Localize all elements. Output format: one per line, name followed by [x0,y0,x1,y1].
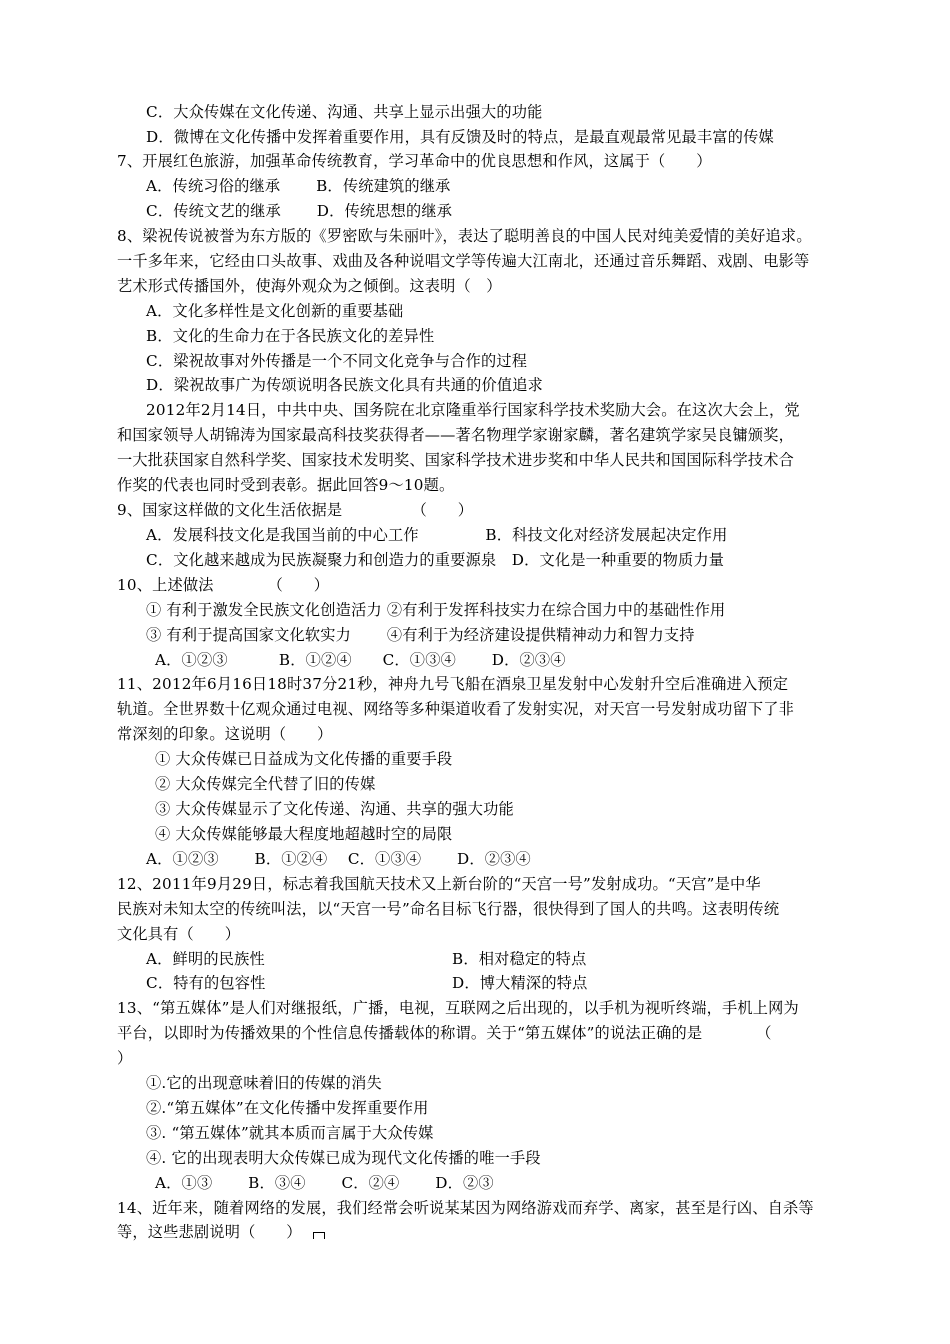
q8-option-d: D．梁祝故事广为传颂说明各民族文化具有共通的价值追求 [146,376,544,394]
q14-stem-line-2: 等，这些悲剧说明（ ） [117,1223,302,1241]
q9-options-ab: A．发展科技文化是我国当前的中心工作 B．科技文化对经济发展起决定作用 [146,526,728,544]
q8-option-b: B．文化的生命力在于各民族文化的差异性 [146,327,435,345]
q10-statements-12: ① 有利于激发全民族文化创造活力 ②有利于发挥科技实力在综合国力中的基础性作用 [146,601,726,619]
q7-options-ab: A．传统习俗的继承 B．传统建筑的继承 [146,177,451,195]
q10-options: A．①②③ B．①②④ C．①③④ D．②③④ [155,651,566,669]
q11-stem-line-2: 轨道。全世界数十亿观众通过电视、网络等多种渠道收看了发射实况，对天宫一号发射成功留下了非 [117,700,795,718]
q13-statement-1: ①.它的出现意味着旧的传媒的消失 [146,1074,382,1092]
q11-stem-line-3: 常深刻的印象。这说明（ ） [117,725,333,743]
q12-stem-line-1: 12、2011年9月29日，标志着我国航天技术又上新台阶的“天宫一号”发射成功。“天宫”是中华 [117,875,761,893]
passage-line-3: 一大批获国家自然科学奖、国家技术发明奖、国家科学技术进步奖和中华人民共和国国际科学技术合 [117,451,795,469]
passage-line-2: 和国家领导人胡锦涛为国家最高科技奖获得者——著名物理学家谢家麟，著名建筑学家吴良镛颁奖， [117,426,795,444]
q12-option-d: D．博大精深的特点 [452,974,588,992]
q11-statement-3: ③ 大众传媒显示了文化传递、沟通、共享的强大功能 [155,800,514,818]
q9-stem: 9、国家这样做的文化生活依据是 （ ） [117,501,474,519]
q13-stem-line-3: ） [117,1049,133,1067]
q10-stem: 10、上述做法 （ ） [117,576,330,594]
stray-mark [313,1232,325,1239]
passage-line-4: 作奖的代表也同时受到表彰。据此回答9～10题。 [117,476,455,494]
q8-stem-line-2: 一千多年来，它经由口头故事、戏曲及各种说唱文学等传遍大江南北，还通过音乐舞蹈、戏剧、电影等 [117,252,810,270]
q14-stem-line-1: 14、近年来，随着网络的发展，我们经常会听说某某因为网络游戏而弃学、离家，甚至是行凶、自杀等 [117,1199,814,1217]
q13-statement-3: ③. “第五媒体”就其本质而言属于大众传媒 [146,1124,434,1142]
q11-options: A．①②③ B．①②④ C．①③④ D．②③④ [146,850,531,868]
q13-stem-line-2: 平台，以即时为传播效果的个性信息传播载体的称谓。关于“第五媒体”的说法正确的是 （ [117,1024,772,1042]
q12-stem-line-2: 民族对未知太空的传统叫法，以“天宫一号”命名目标飞行器，很快得到了国人的共鸣。这表明传统 [117,900,780,918]
q11-stem-line-1: 11、2012年6月16日18时37分21秒，神舟九号飞船在酒泉卫星发射中心发射升空后准确进入预定 [117,675,789,693]
q7-options-cd: C．传统文艺的继承 D．传统思想的继承 [146,202,453,220]
q9-options-cd: C．文化越来越成为民族凝聚力和创造力的重要源泉 D．文化是一种重要的物质力量 [146,551,725,569]
q8-stem-line-3: 艺术形式传播国外，使海外观众为之倾倒。这表明（ ） [117,277,502,295]
q6-option-d: D．微博在文化传播中发挥着重要作用，具有反馈及时的特点，是最直观最常见最丰富的传媒 [146,128,774,146]
q11-statement-2: ② 大众传媒完全代替了旧的传媒 [155,775,376,793]
q12-option-a: A．鲜明的民族性 [146,950,265,968]
passage-line-1: 2012年2月14日，中共中央、国务院在北京隆重举行国家科学技术奖励大会。在这次大会上，党 [146,401,800,419]
q12-option-b: B．相对稳定的特点 [452,950,587,968]
q8-option-c: C．梁祝故事对外传播是一个不同文化竞争与合作的过程 [146,352,528,370]
q13-stem-line-1: 13、“第五媒体”是人们对继报纸，广播，电视，互联网之后出现的，以手机为视听终端，手机上网为 [117,999,799,1017]
q7-stem: 7、开展红色旅游，加强革命传统教育，学习革命中的优良思想和作风，这属于（ ） [117,152,712,170]
q11-statement-1: ① 大众传媒已日益成为文化传播的重要手段 [155,750,453,768]
q13-options: A．①③ B．③④ C．②④ D．②③ [155,1174,494,1192]
q11-statement-4: ④ 大众传媒能够最大程度地超越时空的局限 [155,825,453,843]
q13-statement-2: ②.“第五媒体”在文化传播中发挥重要作用 [146,1099,429,1117]
q10-statements-34: ③ 有利于提高国家文化软实力 ④有利于为经济建设提供精神动力和智力支持 [146,626,695,644]
q8-stem-line-1: 8、梁祝传说被誉为东方版的《罗密欧与朱丽叶》，表达了聪明善良的中国人民对纯美爱情的美好追求。 [117,227,812,245]
q13-statement-4: ④. 它的出现表明大众传媒已成为现代文化传播的唯一手段 [146,1149,541,1167]
q6-option-c: C．大众传媒在文化传递、沟通、共享上显示出强大的功能 [146,103,543,121]
q12-option-c: C．特有的包容性 [146,974,266,992]
q12-stem-line-3: 文化具有（ ） [117,925,241,943]
q8-option-a: A．文化多样性是文化创新的重要基础 [146,302,404,320]
